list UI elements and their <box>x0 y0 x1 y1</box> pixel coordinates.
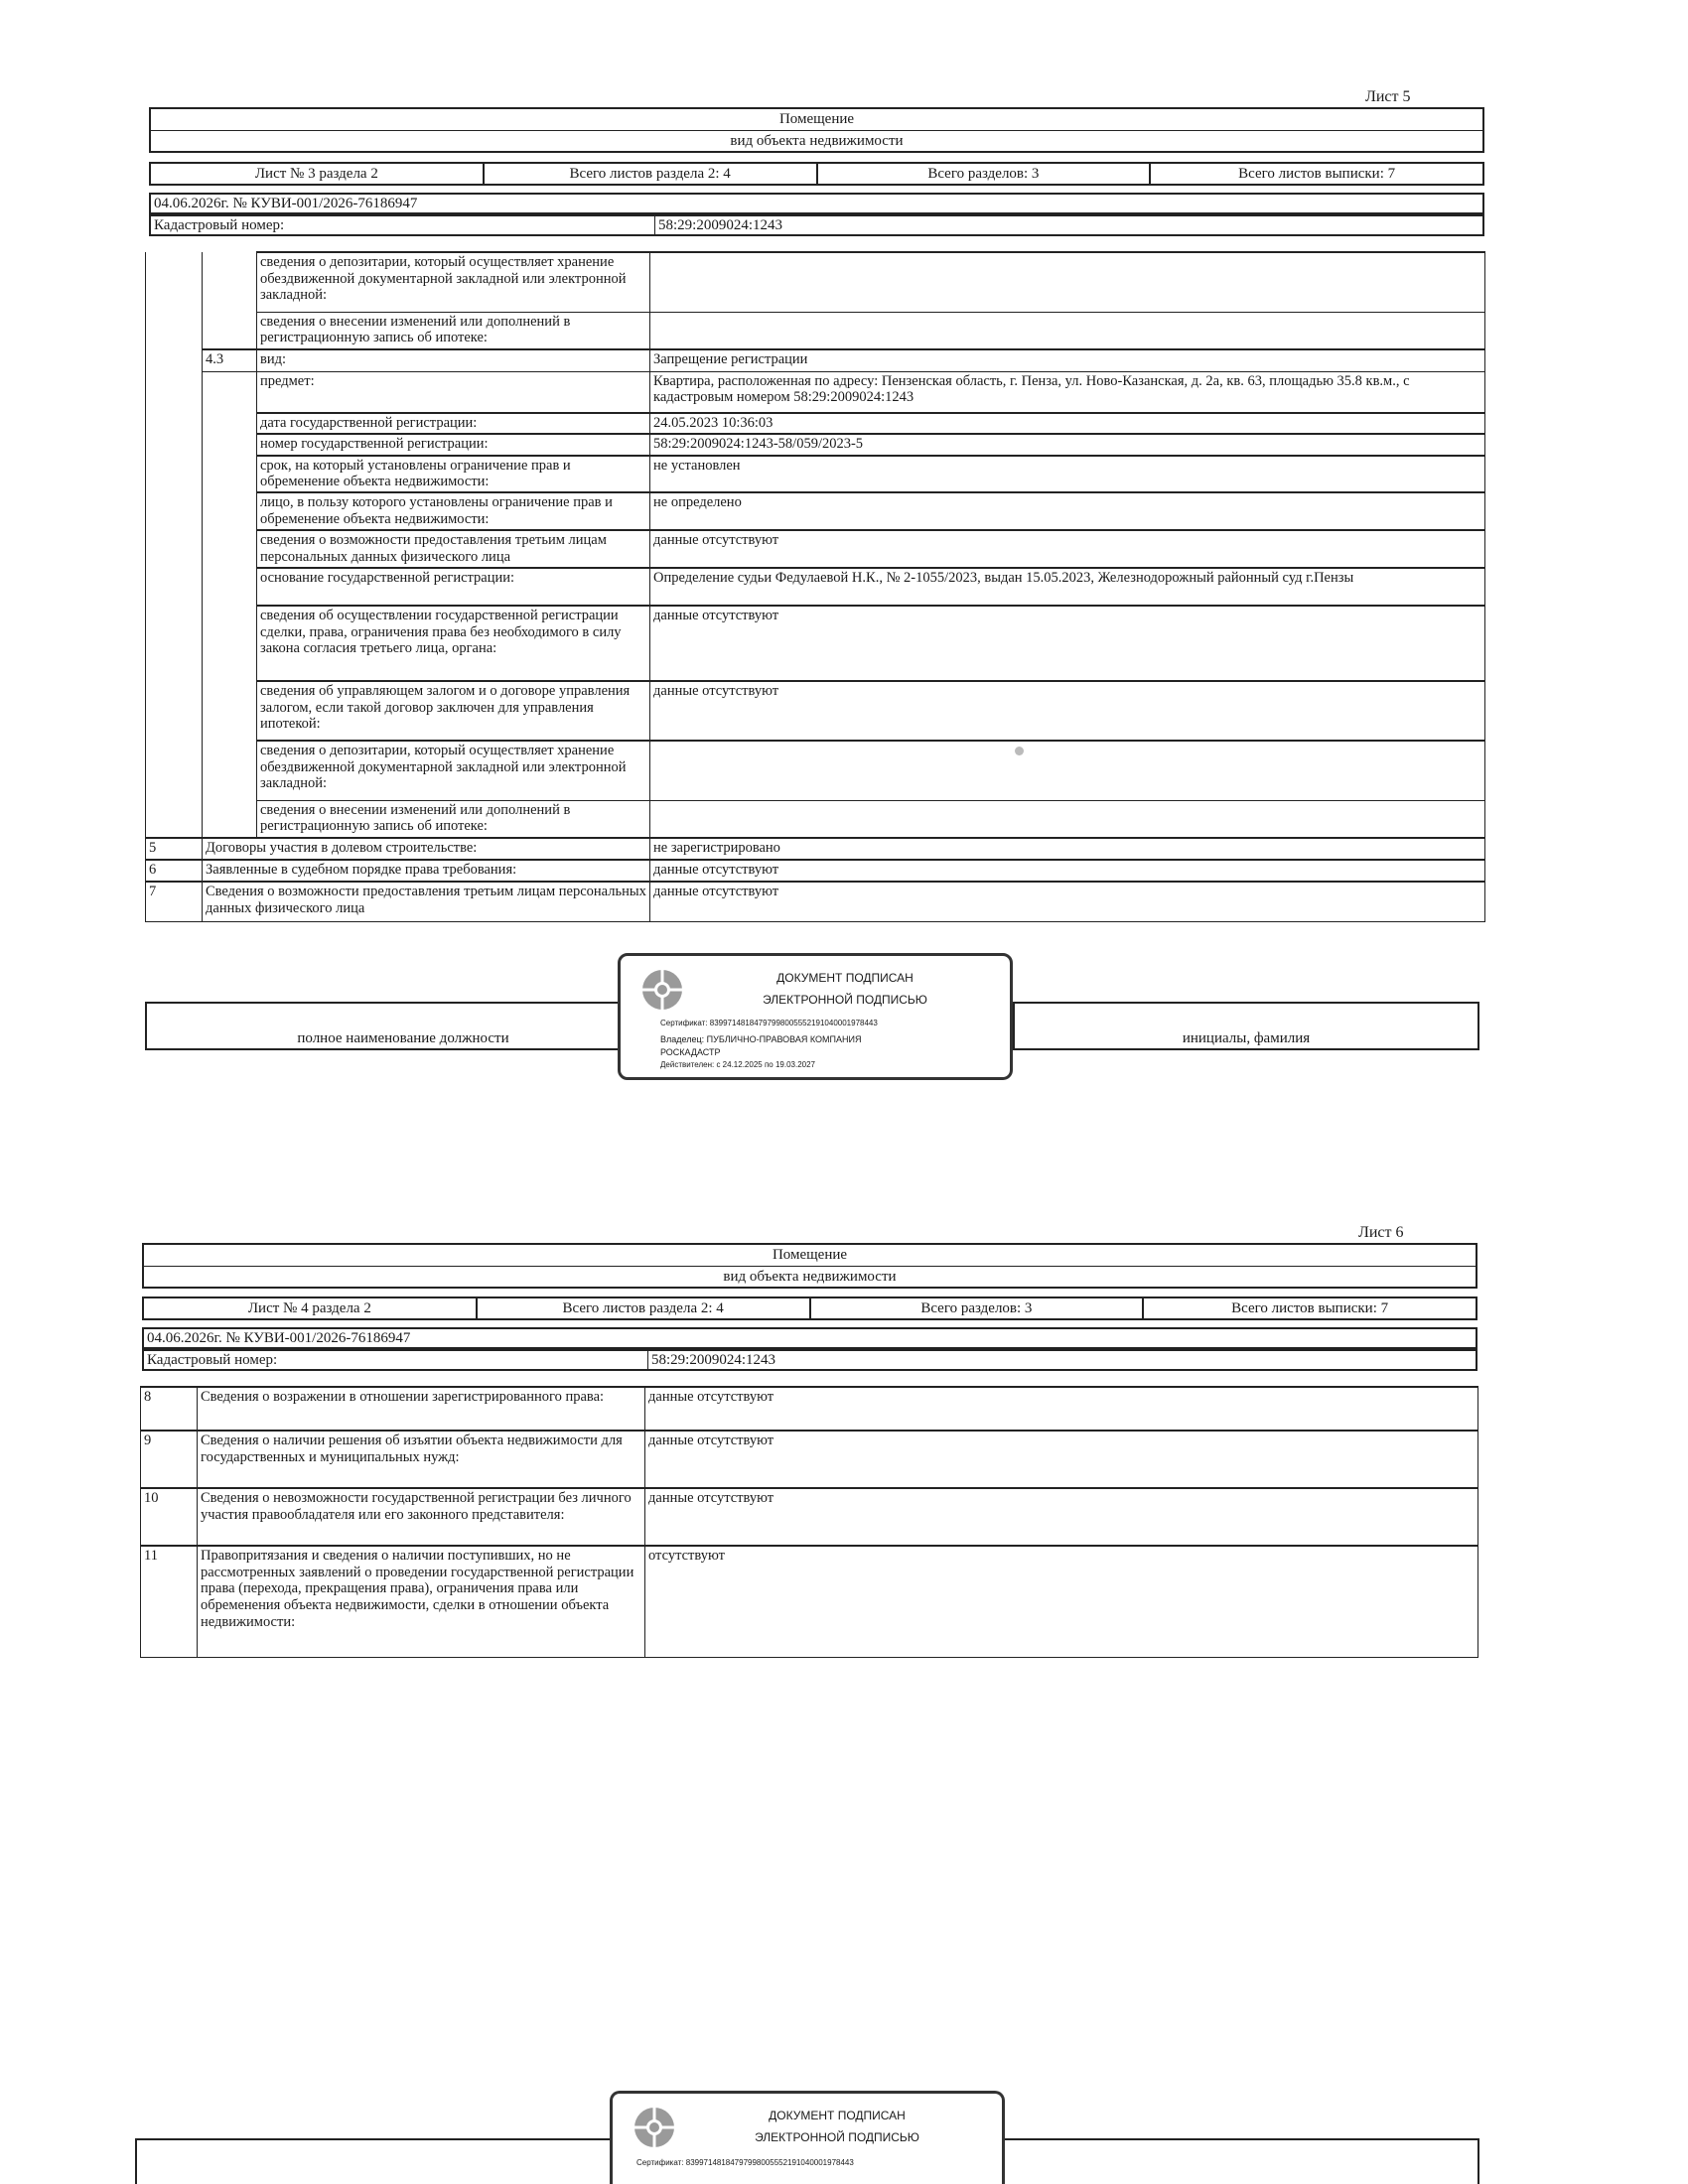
field-value-cell: Запрещение регистрации <box>650 349 1485 371</box>
table-row <box>141 1546 1478 1657</box>
cadastral-label: Кадастровый номер: <box>154 217 285 233</box>
meta-total-sheets: Всего листов выписки: 7 <box>1238 166 1396 182</box>
field-value-cell <box>650 800 1485 838</box>
field-label-cell: сведения о внесении изменений или дополнений в регистрационную запись об ипотеке: <box>257 800 650 838</box>
table-row <box>146 681 1485 741</box>
doc-number: 04.06.2026г. № КУВИ-001/2026-76186947 <box>142 1327 1477 1349</box>
divider <box>144 1266 1476 1267</box>
table-row <box>146 860 1485 882</box>
field-value-cell: не определено <box>650 492 1485 530</box>
field-label-cell: номер государственной регистрации: <box>257 434 650 456</box>
subsection-cell: 4.3 <box>203 349 257 371</box>
meta-total-section-sheets: Всего листов раздела 2: 4 <box>485 164 818 184</box>
table-row <box>141 1431 1478 1488</box>
table-row <box>146 741 1485 800</box>
subsection-cell <box>203 530 257 568</box>
field-label-cell: Сведения о невозможности государственной регистрации без личного участия правообладателя или его законного представителя: <box>198 1488 645 1546</box>
object-type-box <box>142 1243 1477 1289</box>
table-row <box>146 606 1485 681</box>
subsection-cell <box>203 413 257 434</box>
table-row <box>146 434 1485 456</box>
field-label-cell: Заявленные в судебном порядке права требования: <box>203 860 650 882</box>
field-label-cell: сведения об осуществлении государственной регистрации сделки, права, ограничения права без необходимого в силу закона согласия третьего лица, органа: <box>257 606 650 681</box>
row-number-cell <box>146 371 203 413</box>
row-number-cell: 6 <box>146 860 203 882</box>
table-row <box>146 492 1485 530</box>
row-number-cell <box>146 349 203 371</box>
row-number-cell <box>146 530 203 568</box>
meta-total-section-sheets: Всего листов раздела 2: 4 <box>478 1298 811 1318</box>
subsection-cell <box>203 681 257 741</box>
subsection-cell <box>203 568 257 606</box>
row-number-cell <box>146 434 203 456</box>
meta-row <box>142 1297 1477 1320</box>
stamp-subtitle: ЭЛЕКТРОННОЙ ПОДПИСЬЮ <box>763 993 927 1007</box>
row-number-cell <box>146 413 203 434</box>
scan-speck <box>1015 747 1024 755</box>
field-label-cell: Сведения о возражении в отношении зарегистрированного права: <box>198 1387 645 1431</box>
table-row <box>146 568 1485 606</box>
field-label-cell: Сведения о наличии решения об изъятии объекта недвижимости для государственных и муниципальных нужд: <box>198 1431 645 1488</box>
row-number-cell: 7 <box>146 882 203 921</box>
sheet-number: Лист 5 <box>1365 88 1411 105</box>
table-row <box>146 456 1485 492</box>
object-kind-caption: вид объекта недвижимости <box>730 133 904 149</box>
row-number-cell: 11 <box>141 1546 198 1657</box>
signature-line-right <box>1003 2138 1479 2184</box>
stamp-certificate: Сертификат: 83997148184797998005552191040001978443 <box>660 1019 878 1027</box>
field-value-cell: данные отсутствуют <box>650 530 1485 568</box>
field-value-cell: данные отсутствуют <box>645 1431 1478 1488</box>
row-number-cell <box>146 606 203 681</box>
table-row <box>146 530 1485 568</box>
encumbrance-table <box>145 251 1485 922</box>
field-value-cell: не установлен <box>650 456 1485 492</box>
subsection-cell <box>203 492 257 530</box>
footer-position-label: полное наименование должности <box>297 1030 509 1046</box>
table-row <box>146 838 1485 860</box>
field-value-cell: 24.05.2023 10:36:03 <box>650 413 1485 434</box>
meta-sheet-of-section: Лист № 3 раздела 2 <box>151 164 485 184</box>
field-label-cell: сведения о депозитарии, который осуществляет хранение обездвиженной документарной закладной или электронной закладной: <box>257 741 650 800</box>
field-value-cell: Определение судьи Федулаевой Н.К., № 2-1055/2023, выдан 15.05.2023, Железнодорожный районный суд г.Пензы <box>650 568 1485 606</box>
table-row <box>146 252 1485 312</box>
row-number-cell: 10 <box>141 1488 198 1546</box>
subsection-cell <box>203 371 257 413</box>
subsection-cell <box>203 434 257 456</box>
field-value-cell: отсутствуют <box>645 1546 1478 1657</box>
stamp-owner: Владелец: ПУБЛИЧНО-ПРАВОВАЯ КОМПАНИЯ <box>660 1034 862 1044</box>
sheet-number: Лист 6 <box>1358 1224 1404 1241</box>
row-number-cell <box>146 312 203 349</box>
meta-total-sheets: Всего листов выписки: 7 <box>1231 1300 1389 1316</box>
cadastral-label: Кадастровый номер: <box>147 1352 278 1368</box>
row-number-cell <box>146 741 203 800</box>
table-row <box>146 882 1485 921</box>
field-label-cell: предмет: <box>257 371 650 413</box>
subsection-cell <box>203 252 257 312</box>
field-value-cell: данные отсутствуют <box>650 606 1485 681</box>
row-number-cell <box>146 456 203 492</box>
object-type: Помещение <box>778 111 855 127</box>
signature-stamp <box>618 953 1013 1080</box>
field-label-cell: основание государственной регистрации: <box>257 568 650 606</box>
footer-name-label: инициалы, фамилия <box>1182 1030 1311 1046</box>
row-number-cell <box>146 568 203 606</box>
field-value-cell: не зарегистрировано <box>650 838 1485 860</box>
divider <box>151 130 1482 131</box>
subsection-cell <box>203 312 257 349</box>
field-label-cell: дата государственной регистрации: <box>257 413 650 434</box>
field-label-cell: Договоры участия в долевом строительстве: <box>203 838 650 860</box>
field-value-cell: Квартира, расположенная по адресу: Пензенская область, г. Пенза, ул. Ново-Казанская, д. 2а, кв. 63, площадью 35.8 кв.м., с кадастровым номером 58:29:2009024:1243 <box>650 371 1485 413</box>
row-number-cell <box>146 492 203 530</box>
table-row <box>146 312 1485 349</box>
object-type: Помещение <box>772 1247 848 1263</box>
object-type-box <box>149 107 1484 153</box>
doc-number: 04.06.2026г. № КУВИ-001/2026-76186947 <box>149 193 1484 214</box>
meta-sheet-of-section: Лист № 4 раздела 2 <box>144 1298 478 1318</box>
subsection-cell <box>203 456 257 492</box>
stamp-owner-2: РОСКАДАСТР <box>660 1047 721 1057</box>
subsection-cell <box>203 741 257 800</box>
table-row <box>146 413 1485 434</box>
row-number-cell: 5 <box>146 838 203 860</box>
field-value-cell: данные отсутствуют <box>650 681 1485 741</box>
field-value-cell <box>650 252 1485 312</box>
stamp-title: ДОКУМЕНТ ПОДПИСАН <box>769 2109 906 2122</box>
claims-table <box>140 1386 1478 1658</box>
table-row <box>141 1488 1478 1546</box>
meta-row <box>149 162 1484 186</box>
field-label-cell: сведения о возможности предоставления третьим лицам персональных данных физического лица <box>257 530 650 568</box>
table-row <box>146 349 1485 371</box>
field-value-cell: данные отсутствуют <box>650 860 1485 882</box>
field-value-cell <box>650 312 1485 349</box>
meta-total-sections: Всего разделов: 3 <box>811 1298 1145 1318</box>
field-value-cell <box>650 741 1485 800</box>
row-number-cell <box>146 681 203 741</box>
stamp-title: ДОКУМЕНТ ПОДПИСАН <box>776 971 914 985</box>
cadastral-value: 58:29:2009024:1243 <box>647 1351 775 1369</box>
stamp-subtitle: ЭЛЕКТРОННОЙ ПОДПИСЬЮ <box>755 2130 919 2144</box>
field-label-cell: Сведения о возможности предоставления третьим лицам персональных данных физического лица <box>203 882 650 921</box>
field-label-cell: срок, на который установлены ограничение прав и обременение объекта недвижимости: <box>257 456 650 492</box>
field-value-cell: данные отсутствуют <box>645 1488 1478 1546</box>
field-label-cell: Правопритязания и сведения о наличии поступивших, но не рассмотренных заявлений о проведении государственной регистрации права (перехода, прекращения права), ограничения права или обременения объекта недвижимости, сделки в отношении объекта недвижимости: <box>198 1546 645 1657</box>
stamp-certificate: Сертификат: 83997148184797998005552191040001978443 <box>636 2158 854 2167</box>
signature-line-left <box>135 2138 627 2184</box>
object-kind-caption: вид объекта недвижимости <box>723 1269 897 1285</box>
row-number-cell <box>146 252 203 312</box>
field-value-cell: данные отсутствуют <box>650 882 1485 921</box>
cadastral-row <box>149 214 1484 236</box>
field-label-cell: сведения о депозитарии, который осуществляет хранение обездвиженной документарной закладной или электронной закладной: <box>257 252 650 312</box>
meta-total-sections: Всего разделов: 3 <box>818 164 1152 184</box>
cadastral-value: 58:29:2009024:1243 <box>654 216 782 234</box>
row-number-cell: 9 <box>141 1431 198 1488</box>
stamp-validity: Действителен: с 24.12.2025 по 19.03.2027 <box>660 1060 815 1069</box>
signature-stamp <box>610 2091 1005 2184</box>
row-number-cell: 8 <box>141 1387 198 1431</box>
table-row <box>146 371 1485 413</box>
field-value-cell: данные отсутствуют <box>645 1387 1478 1431</box>
cadastral-row <box>142 1349 1477 1371</box>
table-row <box>146 800 1485 838</box>
table-row <box>141 1387 1478 1431</box>
subsection-cell <box>203 800 257 838</box>
subsection-cell <box>203 606 257 681</box>
field-label-cell: сведения о внесении изменений или дополнений в регистрационную запись об ипотеке: <box>257 312 650 349</box>
row-number-cell <box>146 800 203 838</box>
field-value-cell: 58:29:2009024:1243-58/059/2023-5 <box>650 434 1485 456</box>
field-label-cell: вид: <box>257 349 650 371</box>
field-label-cell: лицо, в пользу которого установлены ограничение прав и обременение объекта недвижимости: <box>257 492 650 530</box>
field-label-cell: сведения об управляющем залогом и о договоре управления залогом, если такой договор заключен для управления ипотекой: <box>257 681 650 741</box>
